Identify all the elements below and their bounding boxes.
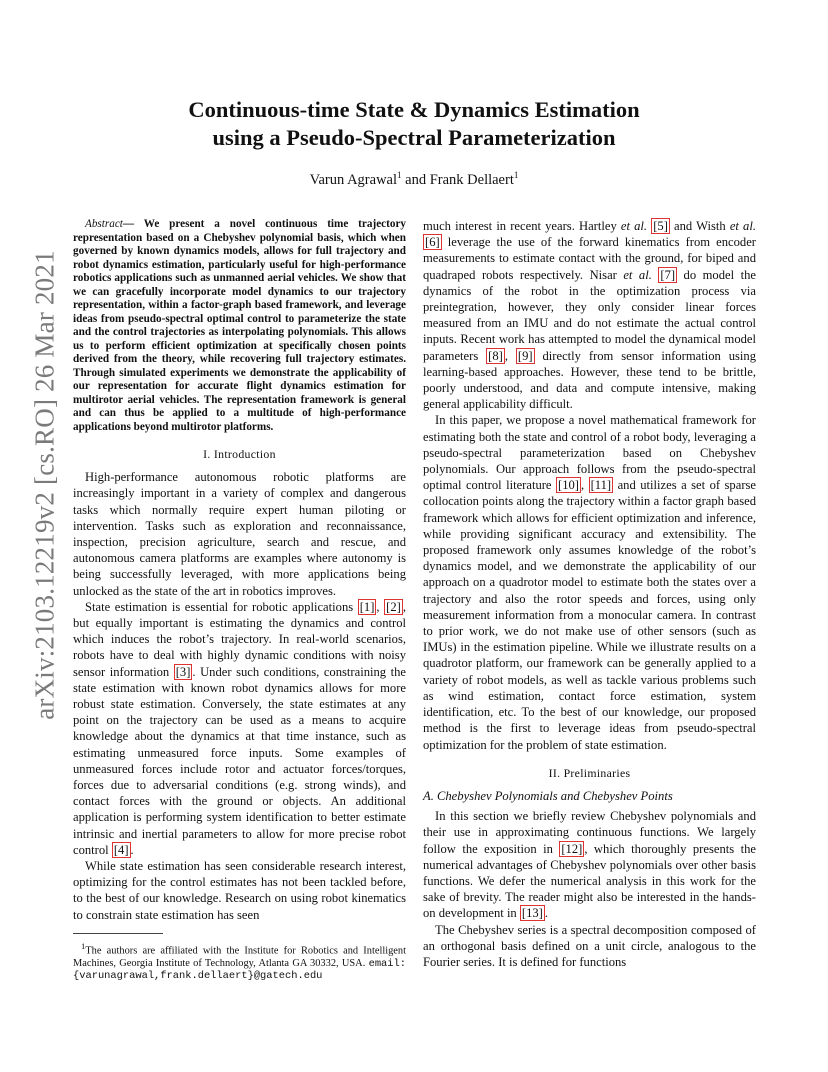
citation-link[interactable]: [5] <box>653 219 668 233</box>
email-label: email: <box>368 957 406 970</box>
citation-link[interactable]: [4] <box>113 842 129 857</box>
et-al: et al. <box>620 219 648 233</box>
abstract-text: — We present a novel continuous time trajectory representation based on a Chebyshev polynomial basis, which when governed by known dynamics models, allows for full trajectory and robot dynamics estimation, particularly useful for high-performance robotics applications such as unmanned aerial vehicles. We show that we can gracefully incorporate model dynamics to our trajectory representation, within a factor-graph based framework, and leverage ideas from pseudo-spectral optimal control to parameterize the state and the control trajectories as interpolating polynomials. This allows us to perform efficient optimization at specifically chosen points derived from the theory, while recovering full trajectory estimates. Through simulated experiments we demonstrate the applicability of our representation for accurate flight dynamics estimation for multirotor aerial vehicles. The representation framework is general and can thus be applied to a multitude of high-performance applications beyond multirotor platforms. <box>73 218 406 433</box>
related-work-paragraph <box>423 218 756 412</box>
citation-link[interactable]: [3] <box>175 664 191 679</box>
author-1: Varun Agrawal <box>309 171 398 188</box>
contribution-paragraph <box>423 412 756 752</box>
title-line-2: using a Pseudo-Spectral Parameterization <box>212 125 616 150</box>
intro-paragraph-3: While state estimation has seen considerable research interest, optimizing for the control estimates has not been tackled before, to the best of our knowledge. Research on using robot kinematics to constrain state estimation has seen <box>73 859 406 922</box>
chebyshev-paragraph-1 <box>423 808 756 921</box>
text-run: , which thoroughly presents the numerical advantages of Chebyshev polynomials over other basis functions. We defer the numerical analysis in this work for the sake of brevity. The reader might also be interested in the hands-on development in <box>423 841 756 921</box>
abstract <box>73 218 406 434</box>
right-column <box>423 218 756 970</box>
author-conjunction: and <box>401 171 430 188</box>
paper-title <box>110 96 718 152</box>
footnote-text: The authors are affiliated with the Institute for Robotics and Intelligent Machines, Georgia Institute of Technology, Atlanta GA 30332, USA. <box>73 945 406 969</box>
text-run: . Under such conditions, constraining the state estimation with known robot dynamics allows for more robust state estimation. Conversely, the state estimates at any point on the trajectory can be used as a means to acquire knowledge about the dynamics at that time instance, such as estimating unmeasured force inputs. Some examples of unmeasured forces include rotor and actuator forces/torques, forces due to adversarial conditions (e.g. strong winds), and contact forces with the ground or objects. An additional application is performing system identification to better estimate intrinsic and inertial parameters to allow for more precise robot control <box>73 664 406 857</box>
citation-link[interactable]: [7] <box>660 267 676 282</box>
citation-link[interactable]: [1] <box>359 599 375 614</box>
intro-paragraph-1: High-performance autonomous robotic platforms are increasingly important in a variety of complex and dangerous tasks which normally require expert human piloting or intervention. Tasks such as exploration and reconnaissance, inspection, precision agriculture, search and rescue, and autonomous camera platforms are examples where autonomy is being successfully leveraged, with more applications being unlocked as the state of the art in robotics improves. <box>73 470 406 598</box>
author-emails: {varunagrawal,frank.dellaert}@gatech.edu <box>73 970 323 983</box>
et-al: et al. <box>729 219 756 233</box>
citation-link[interactable]: [6] <box>425 235 440 250</box>
citation-link[interactable]: [8] <box>488 348 503 363</box>
text-run: , <box>580 478 589 493</box>
chebyshev-paragraph-2: The Chebyshev series is a spectral decomposition composed of an orthogonal basis defined on a unit circle, analogous to the Fourier series. It is defined for functions <box>423 922 756 969</box>
arxiv-identifier <box>21 250 69 720</box>
text-run: , <box>504 348 516 363</box>
intro-paragraph-2 <box>73 599 406 858</box>
affiliation-footnote <box>73 940 406 983</box>
citation-link[interactable]: [9] <box>517 348 533 363</box>
text-run: In this paper, we propose a novel mathematical framework for estimating both the state and control of a robot body, leveraging a pseudo-spectral parameterization based on Chebyshev polynomials. Our approach follows from the pseudo-spectral optimal control literature <box>423 413 756 493</box>
section-heading-preliminaries: II. Preliminaries <box>548 765 631 780</box>
author-2: Frank Dellaert <box>429 171 514 188</box>
text-run: , but equally important is estimating the dynamics and control which induces the robot’s trajectory. In real-world scenarios, robots have to deal with highly dynamic conditions with noisy sensor information <box>73 599 406 679</box>
author-list <box>110 170 718 189</box>
text-run: , <box>376 599 385 614</box>
text-run: In this section we briefly review Chebyshev polynomials and their use in approximating continuous functions. We largely follow the exposition in <box>423 809 756 856</box>
text-run: . <box>130 842 134 857</box>
title-line-1: Continuous-time State & Dynamics Estimation <box>188 97 640 122</box>
text-run: and Wisth <box>669 219 730 233</box>
text-run: . <box>544 906 549 921</box>
et-al: et al. <box>623 267 652 282</box>
citation-link[interactable]: [11] <box>590 478 612 493</box>
left-column <box>73 218 406 983</box>
text-run: much interest in recent years. Hartley <box>423 219 621 233</box>
text-run: and utilizes a set of sparse collocation points along the trajectory within a factor graph based framework which allows for efficient optimization and inference, while providing significant accuracy and extensibility. The proposed framework only assumes knowledge of the robot’s dynamics model, and we demonstrate the applicability of our approach on a quadrotor model to estimate both the states over a trajectory and also the rotor speeds and forces, using only measurement information from a monocular camera. In contrast to prior work, we do not make use of other sensors (such as IMUs) in the estimation pipeline. While we illustrate results on a quadrotor platform, our framework can be generally applied to a variety of robot models, as well as tackle various problems such as wind estimation, contact force estimation, system identification, etc. To the best of our knowledge, our proposed method is the first to leverage ideas from pseudo-spectral optimization for the problem of state estimation. <box>423 478 757 752</box>
author-2-affiliation: 1 <box>513 170 519 180</box>
subsection-heading-chebyshev: A. Chebyshev Polynomials and Chebyshev Points <box>423 788 673 803</box>
citation-link[interactable]: [13] <box>521 906 543 921</box>
citation-link[interactable]: [2] <box>386 599 401 614</box>
text-run: do model the dynamics of the robot in the optimization process via preintegration, however, they only consider linear forces measured from an IMU and do not estimate the actual control inputs. Recent work has attempted to model the dynamical model parameters <box>423 267 756 363</box>
text-run: leverage the use of the forward kinematics from encoder measurements to estimate contact with the ground, for biped and quadraped robots respectively. Nisar <box>423 235 756 282</box>
section-heading-introduction: I. Introduction <box>203 447 276 461</box>
arxiv-identifier-text: arXiv:2103.12219v2 [cs.RO] 26 Mar 2021 <box>29 250 60 720</box>
text-run: State estimation is essential for robotic applications <box>85 599 358 614</box>
author-1-affiliation: 1 <box>397 170 402 180</box>
abstract-lead: Abstract <box>85 218 123 230</box>
citation-link[interactable]: [12] <box>561 841 583 856</box>
footnote-divider <box>73 933 163 934</box>
text-run: directly from sensor information using learning-based approaches. However, these tend to be brittle, poorly understood, and data and compute intensive, making general applicability difficult. <box>423 348 757 412</box>
citation-link[interactable]: [10] <box>558 478 579 493</box>
footnote-marker: 1 <box>81 940 86 951</box>
